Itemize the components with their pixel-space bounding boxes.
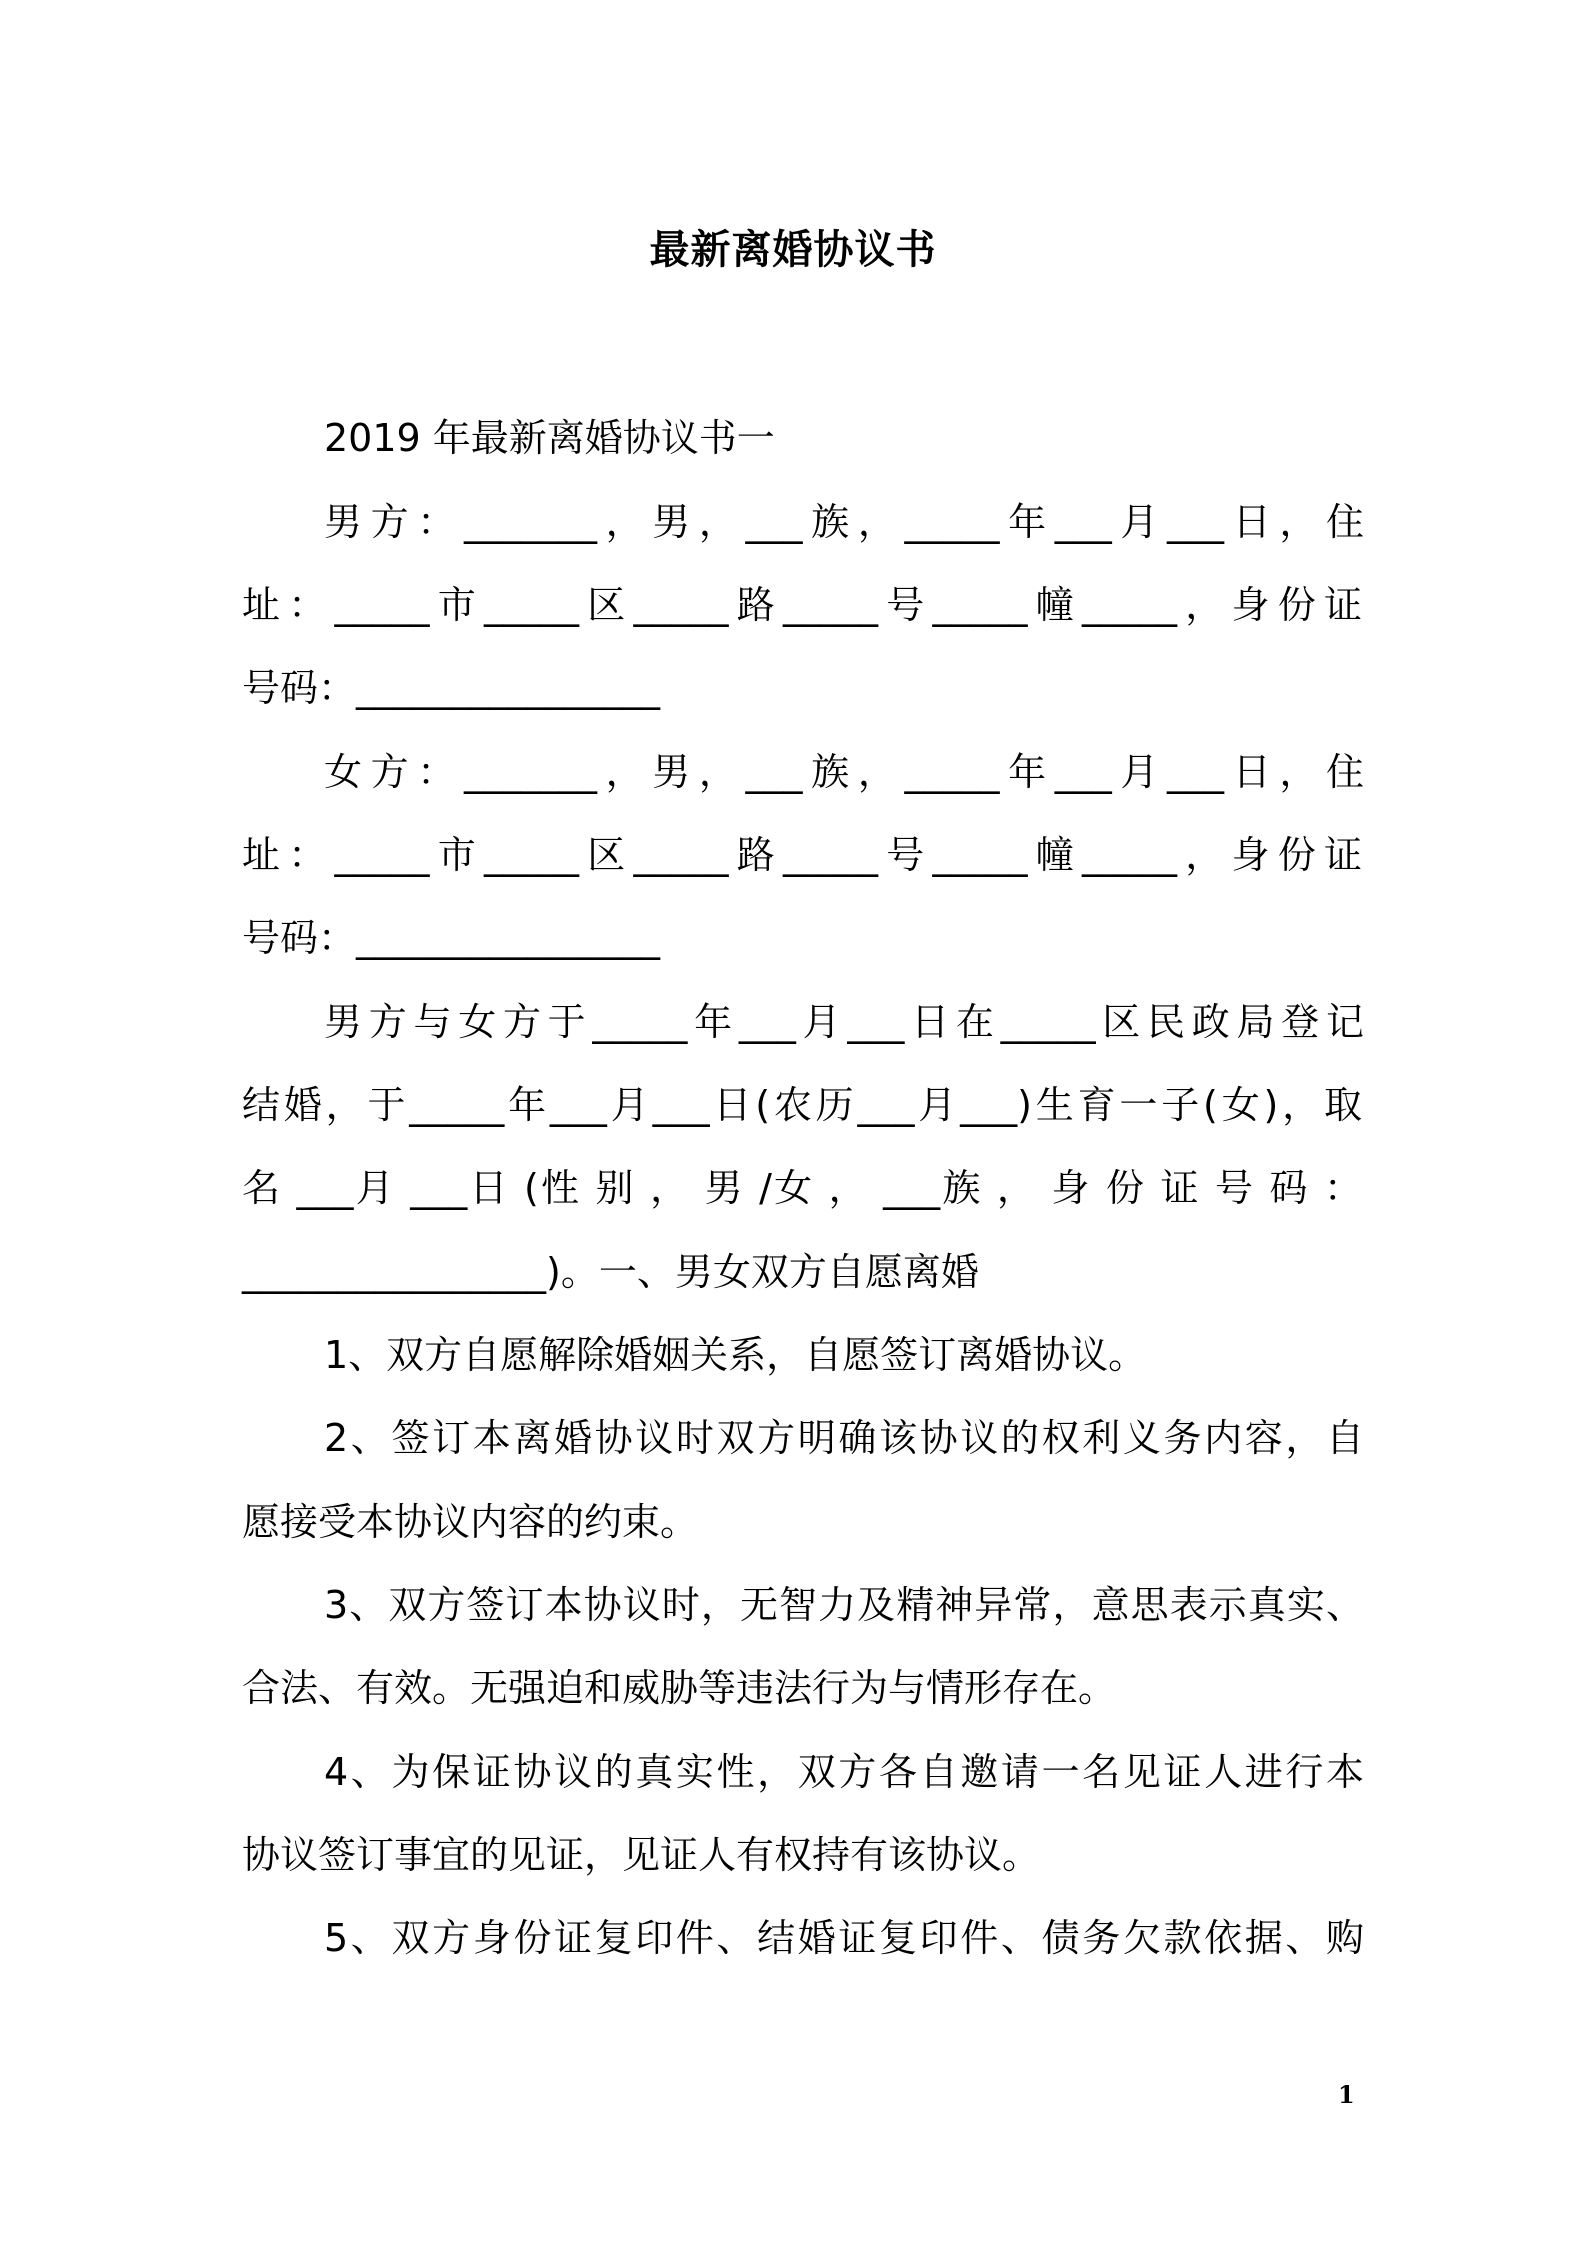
document-title: 最新离婚协议书: [649, 227, 937, 273]
text-line: 协议签订事宜的见证，见证人有权持有该协议。: [242, 1833, 1041, 1877]
section-heading: 2019 年最新离婚协议书一: [324, 416, 775, 460]
text-line: 男方：_______，男，___族，_____年___月___日，住: [324, 500, 1364, 544]
text-line: 址：_____市_____区_____路_____号_____幢_____，身份证: [242, 583, 1362, 627]
text-line: 名 ___月 ___日 (性 别 ， 男 /女 ， ___族 ， 身 份 证 号 码 ：: [242, 1166, 1362, 1210]
text-line: 号码：________________: [242, 916, 661, 960]
text-line: ________________)。一、男女双方自愿离婚: [242, 1250, 979, 1294]
text-line: 愿接受本协议内容的约束。: [242, 1500, 699, 1544]
text-line: 男方与女方于_____年___月___日在_____区民政局登记: [324, 1000, 1364, 1044]
clause-2: 2、签订本离婚协议时双方明确该协议的权利义务内容，自: [324, 1416, 1364, 1460]
clause-1: 1、双方自愿解除婚姻关系，自愿签订离婚协议。: [324, 1333, 1147, 1377]
text-line: 址：_____市_____区_____路_____号_____幢_____，身份证: [242, 833, 1362, 877]
clause-5: 5、双方身份证复印件、结婚证复印件、债务欠款依据、购: [324, 1916, 1364, 1960]
page-number: 1: [1338, 2080, 1355, 2109]
clause-4: 4、为保证协议的真实性，双方各自邀请一名见证人进行本: [324, 1750, 1364, 1794]
text-line: 号码：________________: [242, 666, 661, 710]
text-line: 女方：_______，男，___族，_____年___月___日，住: [324, 750, 1364, 794]
clause-3: 3、双方签订本协议时，无智力及精神异常，意思表示真实、: [324, 1583, 1364, 1627]
text-line: 合法、有效。无强迫和威胁等违法行为与情形存在。: [242, 1666, 1117, 1710]
text-line: 结婚，于_____年___月___日(农历___月___)生育一子(女)，取: [242, 1083, 1362, 1127]
